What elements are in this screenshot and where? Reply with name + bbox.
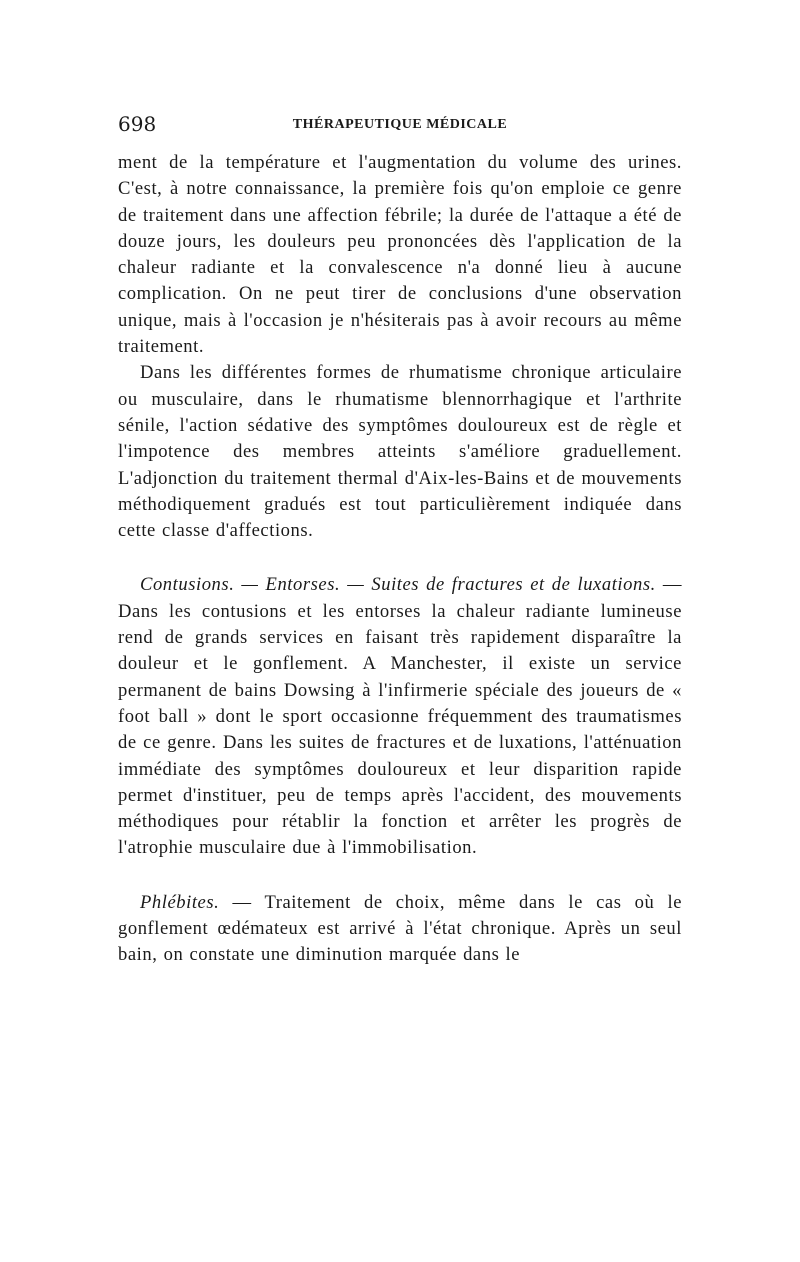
book-page: [118, 112, 682, 969]
paragraph-text: Dans les différentes formes de rhumatisme chronique articulaire ou musculaire, dans le rhumatisme blennorrhagique et l'arthrite sénile, l'action sédative des symptômes douloureux est de règle et l'impotence des membres atteints s'améliore graduellement. L'adjonction du traitement thermal d'Aix-les-Bains et de mouvements méthodiquement gradués est tout particulièrement indiquée dans cette classe d'affections.: [118, 362, 682, 542]
paragraph-contusions: [118, 572, 682, 861]
paragraph-text: ment de la température et l'augmentation du volume des urines. C'est, à notre connaissance, la première fois qu'on emploie ce genre de traitement dans une affection fébrile; la durée de l'attaque a été de douze jours, les douleurs peu prononcées dès l'application de la chaleur radiante et la convalescence n'a donné lieu à aucune complication. On ne peut tirer de conclusions d'une observation unique, mais à l'occasion je n'hésiterais pas à avoir recours au même traitement.: [118, 152, 682, 358]
paragraph-text: — Dans les contusions et les entorses la chaleur radiante lumineuse rend de grands services en faisant très rapidement disparaître la douleur et le gonflement. A Manchester, il existe un service permanent de bains Dowsing à l'infirmerie spéciale des joueurs de « foot ball » dont le sport occasionne fréquemment des traumatismes de ce genre. Dans les suites de fractures et de luxations, l'atténuation immédiate des symptômes douloureux et leur disparition rapide permet d'instituer, peu de temps après l'accident, des mouvements méthodiques pour rétablir la fonction et arrêter les progrès de l'atrophie musculaire due à l'immobilisation.: [118, 574, 682, 859]
running-head: THÉRAPEUTIQUE MÉDICALE: [292, 117, 508, 132]
paragraph-rheumatism: [118, 360, 682, 544]
page-header: [118, 112, 682, 142]
paragraph-text: — Traitement de choix, même dans le cas où le gonflement œdémateux est arrivé à l'état chronique. Après un seul bain, on constate une diminution marquée dans le: [118, 891, 682, 966]
paragraph-continuation: [118, 150, 682, 360]
page-number: 698: [118, 112, 157, 136]
paragraph-phlebites: [118, 890, 682, 969]
section-heading: Contusions. — Entorses. — Suites de fractures et de luxations.: [140, 574, 656, 596]
section-heading: Phlébites.: [140, 891, 220, 913]
